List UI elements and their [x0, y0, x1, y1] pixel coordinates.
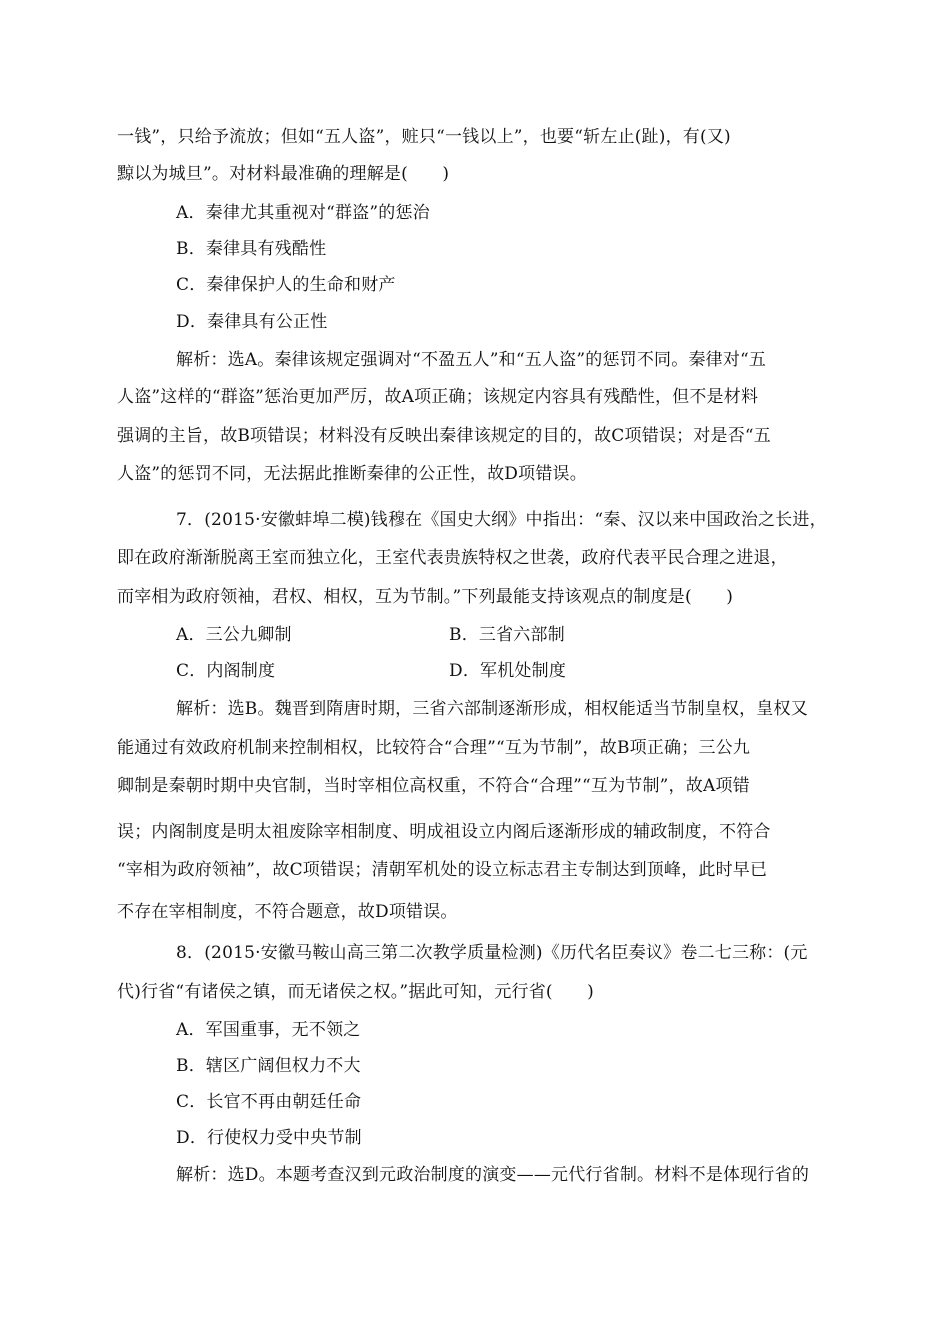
q7-option-d: D．军机处制度	[449, 661, 567, 681]
q7-analysis-line-4: 误；内阁制度是明太祖废除宰相制度、明成祖设立内阁后逐渐形成的辅政制度，不符合	[117, 822, 771, 842]
q8-option-a: A．军国重事，无不领之	[176, 1020, 361, 1040]
q7-analysis-line-1: 解析：选B。魏晋到隋唐时期，三省六部制逐渐形成，相权能适当节制皇权，皇权又	[176, 699, 808, 719]
q8-option-b: B．辖区广阔但权力不大	[176, 1056, 361, 1076]
q7-options-row-1	[0, 624, 950, 646]
q6-analysis-line-4: 人盗”的惩罚不同，无法据此推断秦律的公正性，故D项错误。	[117, 464, 587, 484]
q6-analysis-line-1: 解析：选A。秦律该规定强调对“不盈五人”和“五人盗”的惩罚不同。秦律对“五	[176, 350, 767, 370]
q6-stem-line-2: 黥以为城旦”。对材料最准确的理解是( )	[117, 164, 450, 184]
q6-stem-line-1: 一钱”，只给予流放；但如“五人盗”，赃只“一钱以上”，也要“斩左止(趾)，有(又)	[117, 127, 731, 147]
q7-analysis-line-5: “宰相为政府领袖”，故C项错误；清朝军机处的设立标志君主专制达到顶峰，此时早已	[117, 860, 768, 880]
q6-option-c: C．秦律保护人的生命和财产	[176, 275, 396, 295]
q7-analysis-line-2: 能通过有效政府机制来控制相权，比较符合“合理”“互为节制”，故B项正确；三公九	[117, 738, 751, 758]
q8-analysis-line-1: 解析：选D。本题考查汉到元政治制度的演变——元代行省制。材料不是体现行省的	[176, 1165, 810, 1185]
q6-option-b: B．秦律具有残酷性	[176, 239, 327, 259]
q7-option-a: A．三公九卿制	[176, 625, 292, 645]
q7-stem-line-2: 即在政府渐渐脱离王室而独立化，王室代表贵族特权之世袭，政府代表平民合理之进退，	[117, 548, 788, 568]
q8-stem-line-1: 8．(2015·安徽马鞍山高三第二次教学质量检测)《历代名臣奏议》卷二七三称：(元	[176, 943, 808, 963]
q7-options-row-2	[0, 660, 950, 682]
q7-stem-line-3: 而宰相为政府领袖，君权、相权，互为节制。”下列最能支持该观点的制度是( )	[117, 587, 734, 607]
q8-option-d: D．行使权力受中央节制	[176, 1128, 362, 1148]
q7-option-c: C．内阁制度	[176, 661, 276, 681]
q7-analysis-line-6: 不存在宰相制度，不符合题意，故D项错误。	[117, 902, 458, 922]
q7-stem-line-1: 7．(2015·安徽蚌埠二模)钱穆在《国史大纲》中指出：“秦、汉以来中国政治之长进，	[176, 510, 827, 530]
q7-option-b: B．三省六部制	[449, 625, 565, 645]
q8-option-c: C．长官不再由朝廷任命	[176, 1092, 362, 1112]
q6-analysis-line-3: 强调的主旨，故B项错误；材料没有反映出秦律该规定的目的，故C项错误；对是否“五	[117, 426, 771, 446]
q6-option-d: D．秦律具有公正性	[176, 312, 328, 332]
q7-analysis-line-3: 卿制是秦朝时期中央官制，当时宰相位高权重，不符合“合理”“互为节制”，故A项错	[117, 776, 750, 796]
q8-stem-line-2: 代)行省“有诸侯之镇，而无诸侯之权。”据此可知，元行省( )	[117, 982, 594, 1002]
q6-option-a: A．秦律尤其重视对“群盗”的惩治	[176, 203, 430, 223]
q6-analysis-line-2: 人盗”这样的“群盗”惩治更加严厉，故A项正确；该规定内容具有残酷性，但不是材料	[117, 387, 759, 407]
